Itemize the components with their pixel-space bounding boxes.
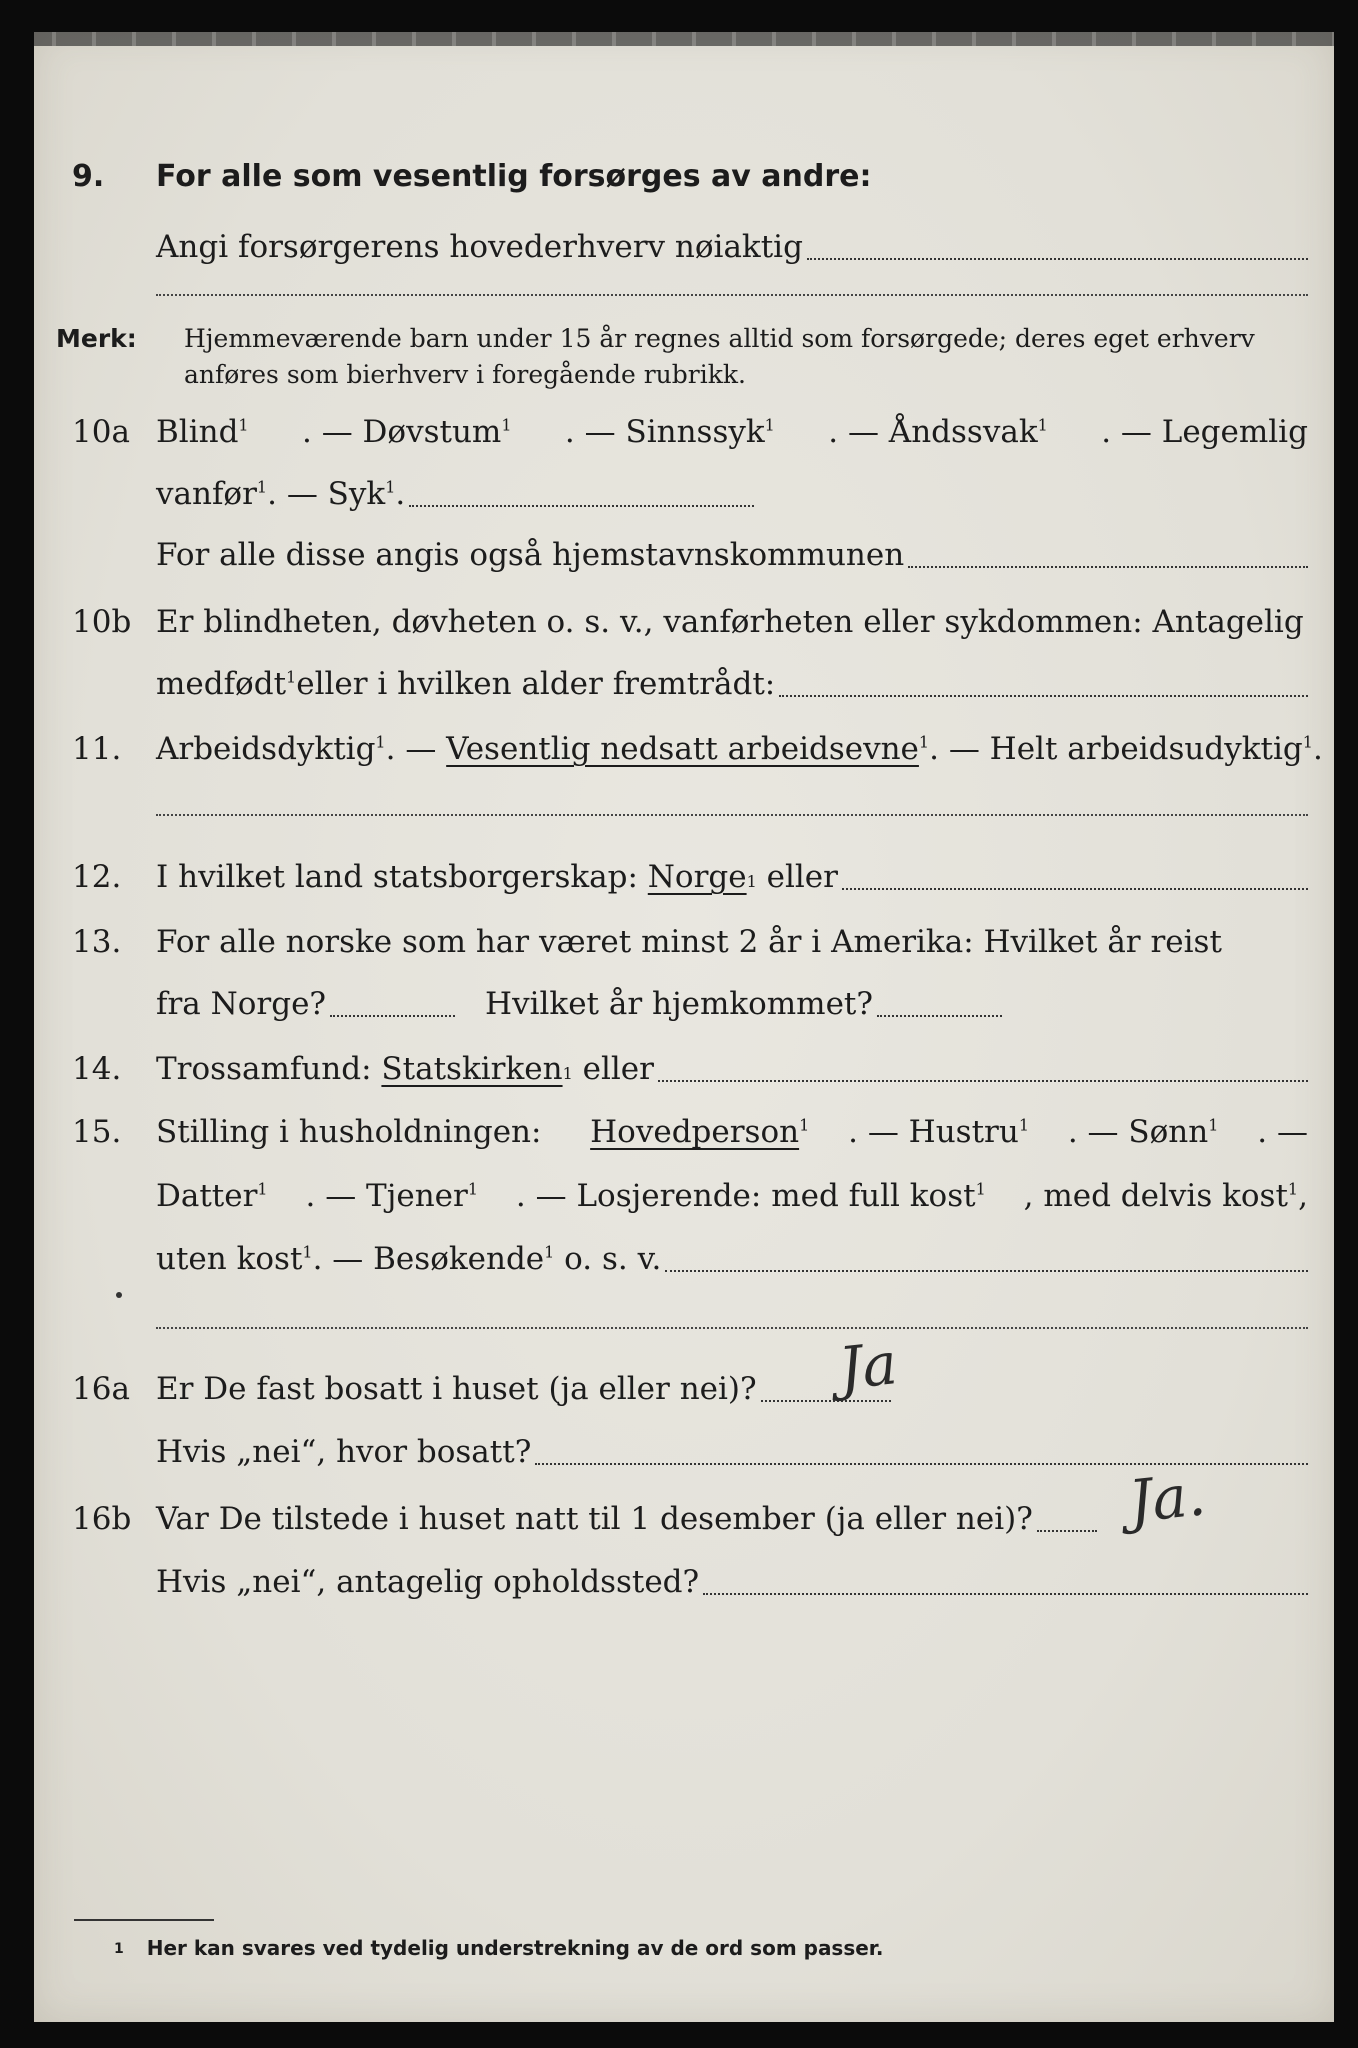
option-vanfor[interactable]: vanfør$^1$ [156,476,268,512]
option-datter[interactable]: Datter$^1$ [156,1178,268,1214]
footnote-rule [74,1919,214,1921]
q10b-line1 [34,597,1334,647]
trossamfund-field[interactable] [658,1080,1308,1082]
q16b-line1: 16b Var De tilstede i huset natt til 1 desember (ja eller nei)? [34,1494,1334,1544]
q9-provider-label: Angi forsørgerens hovederhverv nøiaktig [156,229,803,265]
q14-number: 14. [72,1051,122,1087]
q15-extra-rule [156,1327,1308,1329]
option-udyktig[interactable]: $^1$. — Helt arbeidsudyktig$^1$. [918,731,1323,767]
option-dovstum[interactable]: . — Døvstum$^1$ [302,414,512,450]
q15-line3: uten kost$^1$ . — Besøkende$^1$ o. s. v. [34,1234,1334,1284]
q11-line: 11. Arbeidsdyktig$^1$ . — Vesentlig nedsatt arbeidsevne $^1$. — Helt arbeidsudyktig$^1$. [34,724,1334,774]
q15-line2 [34,1171,1334,1221]
q13-line1 [34,917,1334,967]
stilling-field[interactable] [665,1270,1308,1272]
q10b-number: 10b [72,604,132,640]
option-uten-kost[interactable]: uten kost$^1$ [156,1241,313,1277]
option-hustru[interactable]: . — Hustru$^1$ [848,1114,1030,1150]
tilstede-field[interactable] [1037,1530,1097,1532]
q10b-text1: Er blindheten, døvheten o. s. v., vanførheten eller sykdommen: Antagelig [156,604,1304,640]
option-full-kost[interactable]: . — Losjerende: med full kost$^1$ [515,1178,986,1214]
merk-text2: anføres som bierhverv i foregående rubrikk. [184,360,746,389]
q16b-line2: Hvis „nei“, antagelig opholdssted? [34,1557,1334,1607]
statsborgerskap-field[interactable] [842,888,1308,890]
alder-field[interactable] [779,695,1308,697]
q10a-number: 10a [72,414,130,450]
bosatt-field[interactable] [761,1400,891,1402]
opholdssted-field[interactable] [703,1593,1308,1595]
option-andssvak[interactable]: . — Åndssvak$^1$ [828,414,1048,450]
option-norge-selected[interactable]: Norge [647,859,747,895]
q10a-line3 [34,530,1334,580]
merk-text1: Hjemmeværende barn under 15 år regnes alltid som forsørgede; deres eget erhverv [184,324,1255,353]
handwritten-answer-16a: Ja [835,1329,901,1403]
q9-line2 [34,222,1334,272]
q16b-number: 16b [72,1501,132,1537]
reist-field[interactable] [330,1015,455,1017]
hjemkommet-field[interactable] [877,1015,1002,1017]
q9-heading-line [34,152,1334,202]
q9-number: 9. [72,159,105,194]
option-sonn[interactable]: . — Sønn$^1$ [1067,1114,1219,1150]
q13-text1: For alle norske som har været minst 2 år i Amerika: Hvilket år reist [156,924,1222,960]
q12-number: 12. [72,859,122,895]
ink-speck [116,1292,122,1298]
q9-heading: For alle som vesentlig forsørges av andre: [156,159,872,194]
footnote-text: Her kan svares ved tydelig understrekning av de ord som passer. [146,1936,884,1960]
q16a-line2: Hvis „nei“, hvor bosatt? [34,1427,1334,1477]
alder-label: eller i hvilken alder fremtrådt: [296,666,776,702]
option-statskirken-selected[interactable]: Statskirken [381,1051,563,1087]
merk-line2 [34,350,1334,400]
q12-line: 12. I hvilket land statsborgerskap: Norge 1 eller [34,852,1334,902]
q15-line1: 15. Stilling i husholdningen: Hovedperson$^1$ . — Hustru$^1$ . — Sønn$^1$ . — [34,1107,1334,1157]
q10b-line2 [34,659,1334,709]
hjemstavn-field[interactable] [908,566,1308,568]
q15-number: 15. [72,1114,122,1150]
option-tjener[interactable]: . — Tjener$^1$ [305,1178,479,1214]
q13-number: 13. [72,924,122,960]
q11-number: 11. [72,731,122,767]
option-besokende[interactable]: . — Besøkende$^1$ [312,1241,555,1277]
merk-label: Merk: [56,324,137,353]
option-medfodt[interactable]: medfødt$^1$ [156,666,297,702]
q9-extra-rule [156,294,1308,296]
option-delvis-kost[interactable]: , med delvis kost$^1$, [1023,1178,1308,1214]
q11-extra-rule [156,814,1308,816]
q10a-line2 [34,469,1334,519]
scan-edge [34,32,1334,46]
option-syk[interactable]: . — Syk$^1$. [267,476,406,512]
option-sinnssyk[interactable]: . — Sinnssyk$^1$ [564,414,775,450]
option-legemlig[interactable]: . — Legemlig [1101,414,1308,450]
option-nedsatt-selected[interactable]: Vesentlig nedsatt arbeidsevne [446,731,919,767]
q10a-line1 [34,407,1334,457]
option-hovedperson-selected[interactable]: Hovedperson$^1$ [590,1114,810,1150]
q16a-line1: 16a Er De fast bosatt i huset (ja eller nei)? [34,1364,1334,1414]
option-arbeidsdyktig[interactable]: Arbeidsdyktig$^1$ [156,731,386,767]
q16a-number: 16a [72,1371,130,1407]
footnote [114,1936,883,1960]
q14-line: 14. Trossamfund: Statskirken 1 eller [34,1044,1334,1094]
q13-line2: fra Norge? Hvilket år hjemkommet? [34,979,1334,1029]
q9-provider-field[interactable] [807,258,1308,260]
syk-field[interactable] [409,505,754,507]
footnote-mark: 1 [114,1941,124,1957]
handwritten-answer-16b: Ja. [1125,1460,1209,1536]
option-blind[interactable]: Blind$^1$ [156,414,249,450]
form-page [34,32,1334,2022]
hjemstavn-label: For alle disse angis også hjemstavnskommunen [156,537,905,573]
